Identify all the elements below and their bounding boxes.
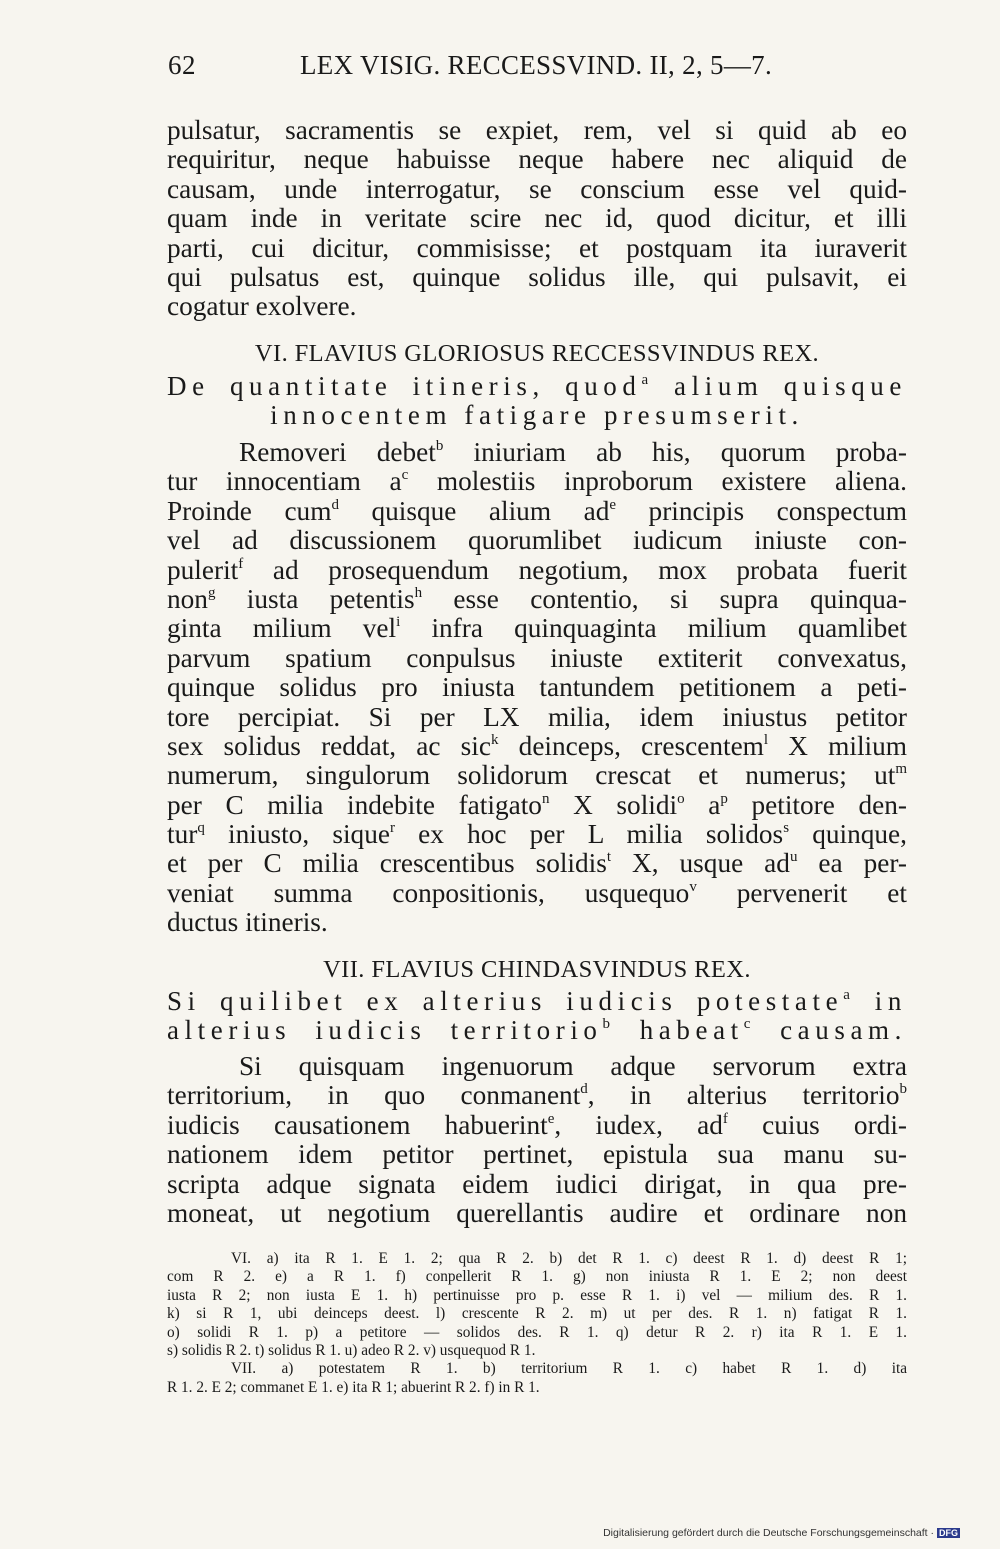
section-7-line: scripta adque signata eidem iudici dirigat, in qua pre-: [167, 1168, 907, 1199]
section-6-line: tore percipiat. Si per LX milia, idem iniustus petitor: [167, 701, 907, 732]
footnote-line: o) solidi R 1. p) a petitore — solidos des. R 1. q) detur R 2. r) ita R 1. E 1.: [167, 1323, 907, 1341]
section-5-line: cogatur exolvere.: [167, 291, 357, 322]
section-6-line: vel ad discussionem quorumlibet iudicum iniuste con-: [167, 525, 907, 556]
section-6-line: numerum, singulorum solidorum crescat et numerus; $ut^m$: [167, 760, 907, 791]
dfg-footer: [603, 1527, 960, 1539]
footer-text: Digitalisierung gefördert durch die Deutsche Forschungsgemeinschaft ·: [603, 1527, 934, 1539]
section-6-line: pulerit$^f$ ad prosequendum negotium, mox probata fuerit: [167, 554, 907, 585]
running-title: LEX VISIG. RECCESSVIND. II, 2, 5—7.: [300, 50, 773, 80]
section-5-line: quam inde in veritate scire nec id, quod dicitur, et illi: [167, 203, 907, 234]
section-7-title-line: alterius iudicis territorio$^b$ habeat$^c$ causam.: [167, 1015, 907, 1046]
footnote-line: com R 2. e) a R 1. f) conpellerit R 1. g) non iniusta R 1. E 2; non deest: [167, 1268, 907, 1286]
section-6-line: ginta milium vel$^i$ infra quinquaginta milium quamlibet: [167, 613, 907, 644]
section-5-line: qui pulsatus est, quinque solidus ille, qui pulsavit, ei: [167, 261, 907, 292]
running-header: [168, 50, 908, 86]
dfg-logo: DFG: [939, 1528, 958, 1538]
section-6-line: tur innocentiam $a^c$ molestiis inproborum existere aliena.: [167, 466, 907, 497]
footnote-line: s) solidis R 2. t) solidus R 1. u) adeo R 2. v) usquequod R 1.: [167, 1341, 536, 1359]
section-5-line: pulsatur, sacramentis se expiet, rem, vel si quid ab eo: [167, 115, 907, 145]
section-6-line: Proinde cum$^d$ quisque alium $ad^e$ principis conspectum: [167, 495, 907, 526]
section-6-line: tur$^q$ iniusto, sique$^r$ ex hoc per L milia solidos$^s$ quinque,: [167, 819, 907, 850]
section-7-line: moneat, ut negotium querellantis audire et ordinare non: [167, 1197, 907, 1228]
section-7-line: nationem idem petitor pertinet, epistula sua manu su-: [167, 1139, 907, 1170]
section-5-text: [167, 116, 907, 322]
section-6-text: [167, 438, 907, 938]
footnote-line: iusta R 2; non iusta E 1. h) pertinuisse pro p. esse R 1. i) vel — milium des. R 1.: [167, 1286, 907, 1304]
section-6-line: parvum spatium conpulsus iniuste extiterit convexatus,: [167, 642, 907, 673]
section-5-line: requiritur, neque habuisse neque habere nec aliquid de: [167, 144, 907, 175]
section-6-line: sex solidus reddat, ac sic$^k$ deinceps, crescentem$^l$ X milium: [167, 730, 908, 761]
footnotes: [167, 1250, 907, 1397]
footnote-line: k) si R 1, ubi deinceps deest. l) crescente R 2. m) ut per des. R 1. n) fatigat R 1.: [167, 1305, 907, 1323]
section-6-line: quinque solidus pro iniusta tantundem petitionem a peti-: [167, 672, 907, 703]
section-6-line: Removeri debet$^b$ iniuriam ab his, quorum proba-: [239, 437, 908, 467]
section-6-line: et per C milia crescentibus solidis$^t$ X, usque $ad^u$ ea per-: [167, 848, 907, 879]
section-7-title: [167, 987, 907, 1046]
section-6-line: per C milia indebite fatigato$^n$ X solidi$^o$ $a^p$ petitore den-: [167, 789, 907, 820]
section-7-title-line: Si quilibet ex alterius iudicis potestate$^a$ in: [167, 986, 907, 1016]
section-7-line: Si quisquam ingenuorum adque servorum extra: [239, 1051, 907, 1081]
section-7-rubric: VII. FLAVIUS CHINDASVINDUS REX.: [323, 956, 751, 983]
section-6-line: ductus itineris.: [167, 907, 328, 938]
section-7-line: iudicis causationem habuerint$^e$, iudex, $ad^f$ cuius ordi-: [167, 1109, 907, 1140]
section-6-title-line: innocentem fatigare presumserit.: [270, 400, 804, 431]
section-5-line: causam, unde interrogatur, se conscium esse vel quid-: [167, 173, 907, 204]
section-6-title: [167, 372, 907, 431]
section-5-line: parti, cui dicitur, commisisse; et postquam ita iuraverit: [167, 232, 907, 263]
section-6-rubric: VI. FLAVIUS GLORIOSUS RECCESSVINDUS REX.: [254, 340, 820, 367]
section-7-text: [167, 1052, 907, 1228]
page-number: 62: [168, 50, 196, 80]
section-6-line: non$^g$ iusta petentis$^h$ esse contentio, si supra quinqua-: [167, 583, 907, 614]
section-6-line: veniat summa conpositionis, usquequo$^v$ pervenerit et: [167, 877, 907, 908]
footnote-line: VI. a) ita R 1. E 1. 2; qua R 2. b) det R 1. c) deest R 1. d) deest R 1;: [231, 1250, 907, 1267]
section-7-line: territorium, in quo conmanent$^d$, in alterius territorio$^b$: [167, 1080, 907, 1111]
footnote-line: VII. a) potestatem R 1. b) territorium R 1. c) habet R 1. d) ita: [231, 1360, 907, 1378]
section-6-title-line: De quantitate itineris, quod$^a$ alium quisque: [167, 371, 907, 401]
footnote-line: R 1. 2. E 2; commanet E 1. e) ita R 1; abuerint R 2. f) in R 1.: [167, 1378, 540, 1396]
